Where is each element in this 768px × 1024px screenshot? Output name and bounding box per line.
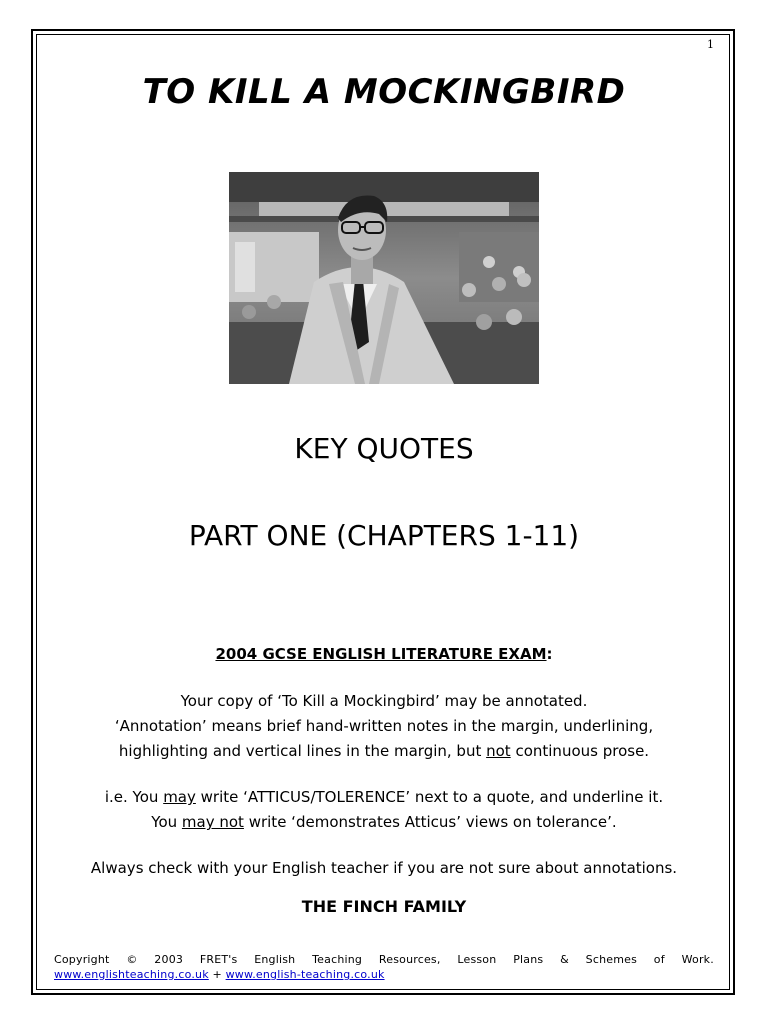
part-heading: PART ONE (CHAPTERS 1-11)	[188, 519, 580, 552]
copyright-line: Copyright © 2003 FRET's English Teaching Resources, Lesson Plans & Schemes of Work.	[54, 953, 714, 966]
para1-line3: highlighting and vertical lines in the margin, but not continuous prose.	[118, 742, 650, 760]
underlined-may: may	[163, 788, 196, 806]
annotation-example-paragraph	[50, 785, 718, 835]
atticus-courtroom-photo	[229, 172, 539, 384]
copyright-footer	[54, 953, 714, 981]
website-links: www.englishteaching.co.uk + www.english-teaching.co.uk	[54, 968, 385, 981]
teacher-check-note: Always check with your English teacher if you are not sure about annotations.	[90, 859, 678, 877]
key-quotes-heading: KEY QUOTES	[294, 432, 474, 465]
exam-heading-colon: :	[546, 645, 553, 663]
exam-heading-text: 2004 GCSE ENGLISH LITERATURE EXAM	[215, 645, 547, 663]
para1-line1: Your copy of ‘To Kill a Mockingbird’ may be annotated.	[180, 692, 588, 710]
para2-line2: You may not write ‘demonstrates Atticus’ views on tolerance’.	[151, 813, 617, 831]
section-heading: THE FINCH FAMILY	[301, 897, 467, 916]
underlined-not: not	[486, 742, 511, 760]
underlined-may-not: may not	[181, 813, 244, 831]
annotation-rules-paragraph	[50, 689, 718, 764]
page-number: 1	[707, 38, 714, 51]
exam-heading	[0, 645, 768, 663]
para1-line2: ‘Annotation’ means brief hand-written notes in the margin, underlining,	[114, 717, 654, 735]
para2-line1: i.e. You may write ‘ATTICUS/TOLERENCE’ next to a quote, and underline it.	[104, 788, 664, 806]
link-englishteaching[interactable]: www.englishteaching.co.uk	[54, 968, 209, 981]
page-title: TO KILL A MOCKINGBIRD	[142, 72, 626, 112]
link-english-teaching[interactable]: www.english-teaching.co.uk	[225, 968, 385, 981]
